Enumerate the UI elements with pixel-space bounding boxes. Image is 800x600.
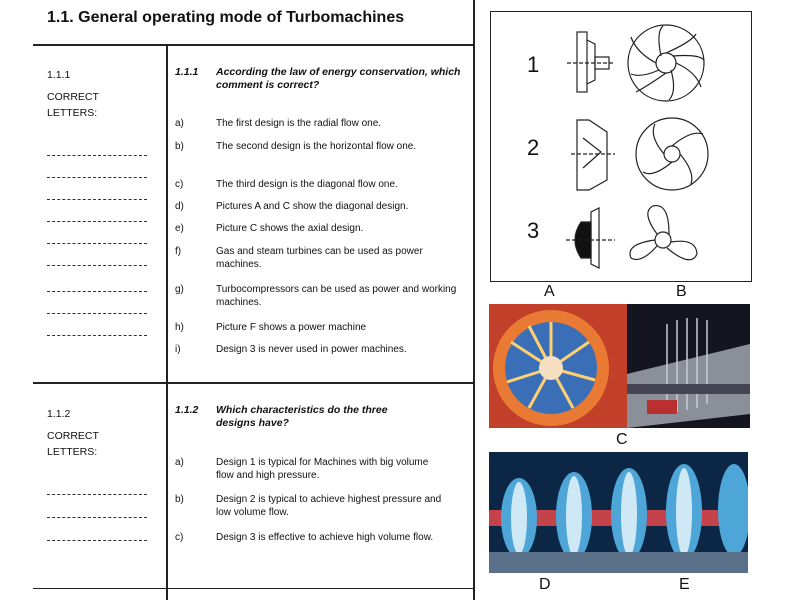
option-letter: c) — [175, 179, 184, 190]
turbine-photo-icon — [627, 304, 750, 428]
question-number: 1.1.1 — [175, 66, 199, 78]
axial-rotor-photo-icon — [489, 452, 748, 573]
row-divider — [33, 382, 474, 384]
answer-line[interactable] — [47, 243, 147, 244]
option-letter: h) — [175, 322, 184, 333]
photo-label-e: E — [679, 576, 690, 593]
design-number-2: 2 — [527, 135, 540, 160]
page-title: 1.1. General operating mode of Turbomachines — [47, 9, 405, 26]
answer-label-line: LETTERS: — [47, 446, 98, 458]
option-letter: b) — [175, 494, 184, 505]
photo-label-d: D — [539, 576, 551, 593]
answer-line[interactable] — [47, 265, 147, 266]
option-letter: e) — [175, 223, 184, 234]
option-text: Picture F shows a power machine — [216, 322, 367, 333]
option-text: The first design is the radial flow one. — [216, 118, 382, 129]
photo-label-b: B — [676, 283, 687, 300]
option-letter: c) — [175, 532, 184, 543]
design-number-1: 1 — [527, 52, 540, 77]
option-text: Gas and steam turbines can be used as power machines. — [216, 246, 423, 270]
option-text: Design 1 is typical for Machines with big volume flow and high pressure. — [216, 457, 429, 481]
option-text: Picture C shows the axial design. — [216, 223, 364, 234]
option-letter: d) — [175, 201, 184, 212]
answer-line[interactable] — [47, 335, 147, 336]
option-letter: f) — [175, 246, 182, 257]
answer-line[interactable] — [47, 155, 147, 156]
question-number: 1.1.2 — [175, 404, 199, 416]
radial-impeller-photo-icon — [489, 304, 627, 428]
answer-number: 1.1.2 — [47, 408, 71, 420]
answer-label-line: LETTERS: — [47, 107, 98, 119]
title-divider — [33, 44, 474, 46]
answer-number: 1.1.1 — [47, 69, 71, 81]
answer-line[interactable] — [47, 517, 147, 518]
impeller-drawings — [491, 12, 753, 283]
answer-line[interactable] — [47, 313, 147, 314]
design-number-3: 3 — [527, 218, 540, 243]
option-text: Pictures A and C show the diagonal design. — [216, 201, 409, 212]
option-letter: g) — [175, 284, 184, 295]
question-text: According the law of energy conservation, which comment is correct? — [216, 66, 461, 91]
option-text: Design 2 is typical to achieve highest pressure and low volume flow. — [216, 494, 442, 518]
photo-label-a: A — [544, 283, 555, 300]
option-letter: a) — [175, 457, 184, 468]
option-letter: i) — [175, 344, 181, 355]
photo-label-c: C — [616, 431, 628, 448]
row-divider-bottom — [33, 588, 474, 589]
answer-label-1 — [47, 67, 99, 121]
answer-line[interactable] — [47, 540, 147, 541]
answer-line[interactable] — [47, 291, 147, 292]
answer-label-line: CORRECT — [47, 91, 99, 103]
answer-line[interactable] — [47, 494, 147, 495]
photo-radial-impeller-a — [489, 304, 627, 428]
diagonal-impeller-front-icon — [636, 118, 708, 190]
question-2-header — [175, 404, 470, 434]
photo-turbine-b — [627, 304, 750, 428]
answer-label-line: CORRECT — [47, 430, 99, 442]
option-letter: b) — [175, 141, 184, 152]
axial-impeller-side-icon — [566, 208, 615, 268]
answer-line[interactable] — [47, 199, 147, 200]
axial-impeller-front-icon — [630, 206, 697, 260]
option-text: The third design is the diagonal flow one. — [216, 179, 398, 190]
option-text: The second design is the horizontal flow one. — [216, 141, 417, 152]
option-text: Turbocompressors can be used as power and working machines. — [216, 284, 457, 308]
option-text: Design 3 is never used in power machines. — [216, 344, 407, 355]
question-1-header — [175, 66, 470, 96]
radial-impeller-side-icon — [567, 32, 615, 92]
photo-axial-rotor — [489, 452, 748, 573]
diagonal-impeller-side-icon — [571, 120, 615, 190]
answer-line[interactable] — [47, 177, 147, 178]
column-divider — [166, 44, 168, 600]
option-letter: a) — [175, 118, 184, 129]
option-text: Design 3 is effective to achieve high volume flow. — [216, 532, 434, 543]
design-diagram — [490, 11, 752, 282]
answer-label-2 — [47, 406, 99, 460]
radial-impeller-front-icon — [628, 25, 704, 101]
answer-line[interactable] — [47, 221, 147, 222]
question-text: Which characteristics do the three designs have? — [216, 404, 388, 429]
